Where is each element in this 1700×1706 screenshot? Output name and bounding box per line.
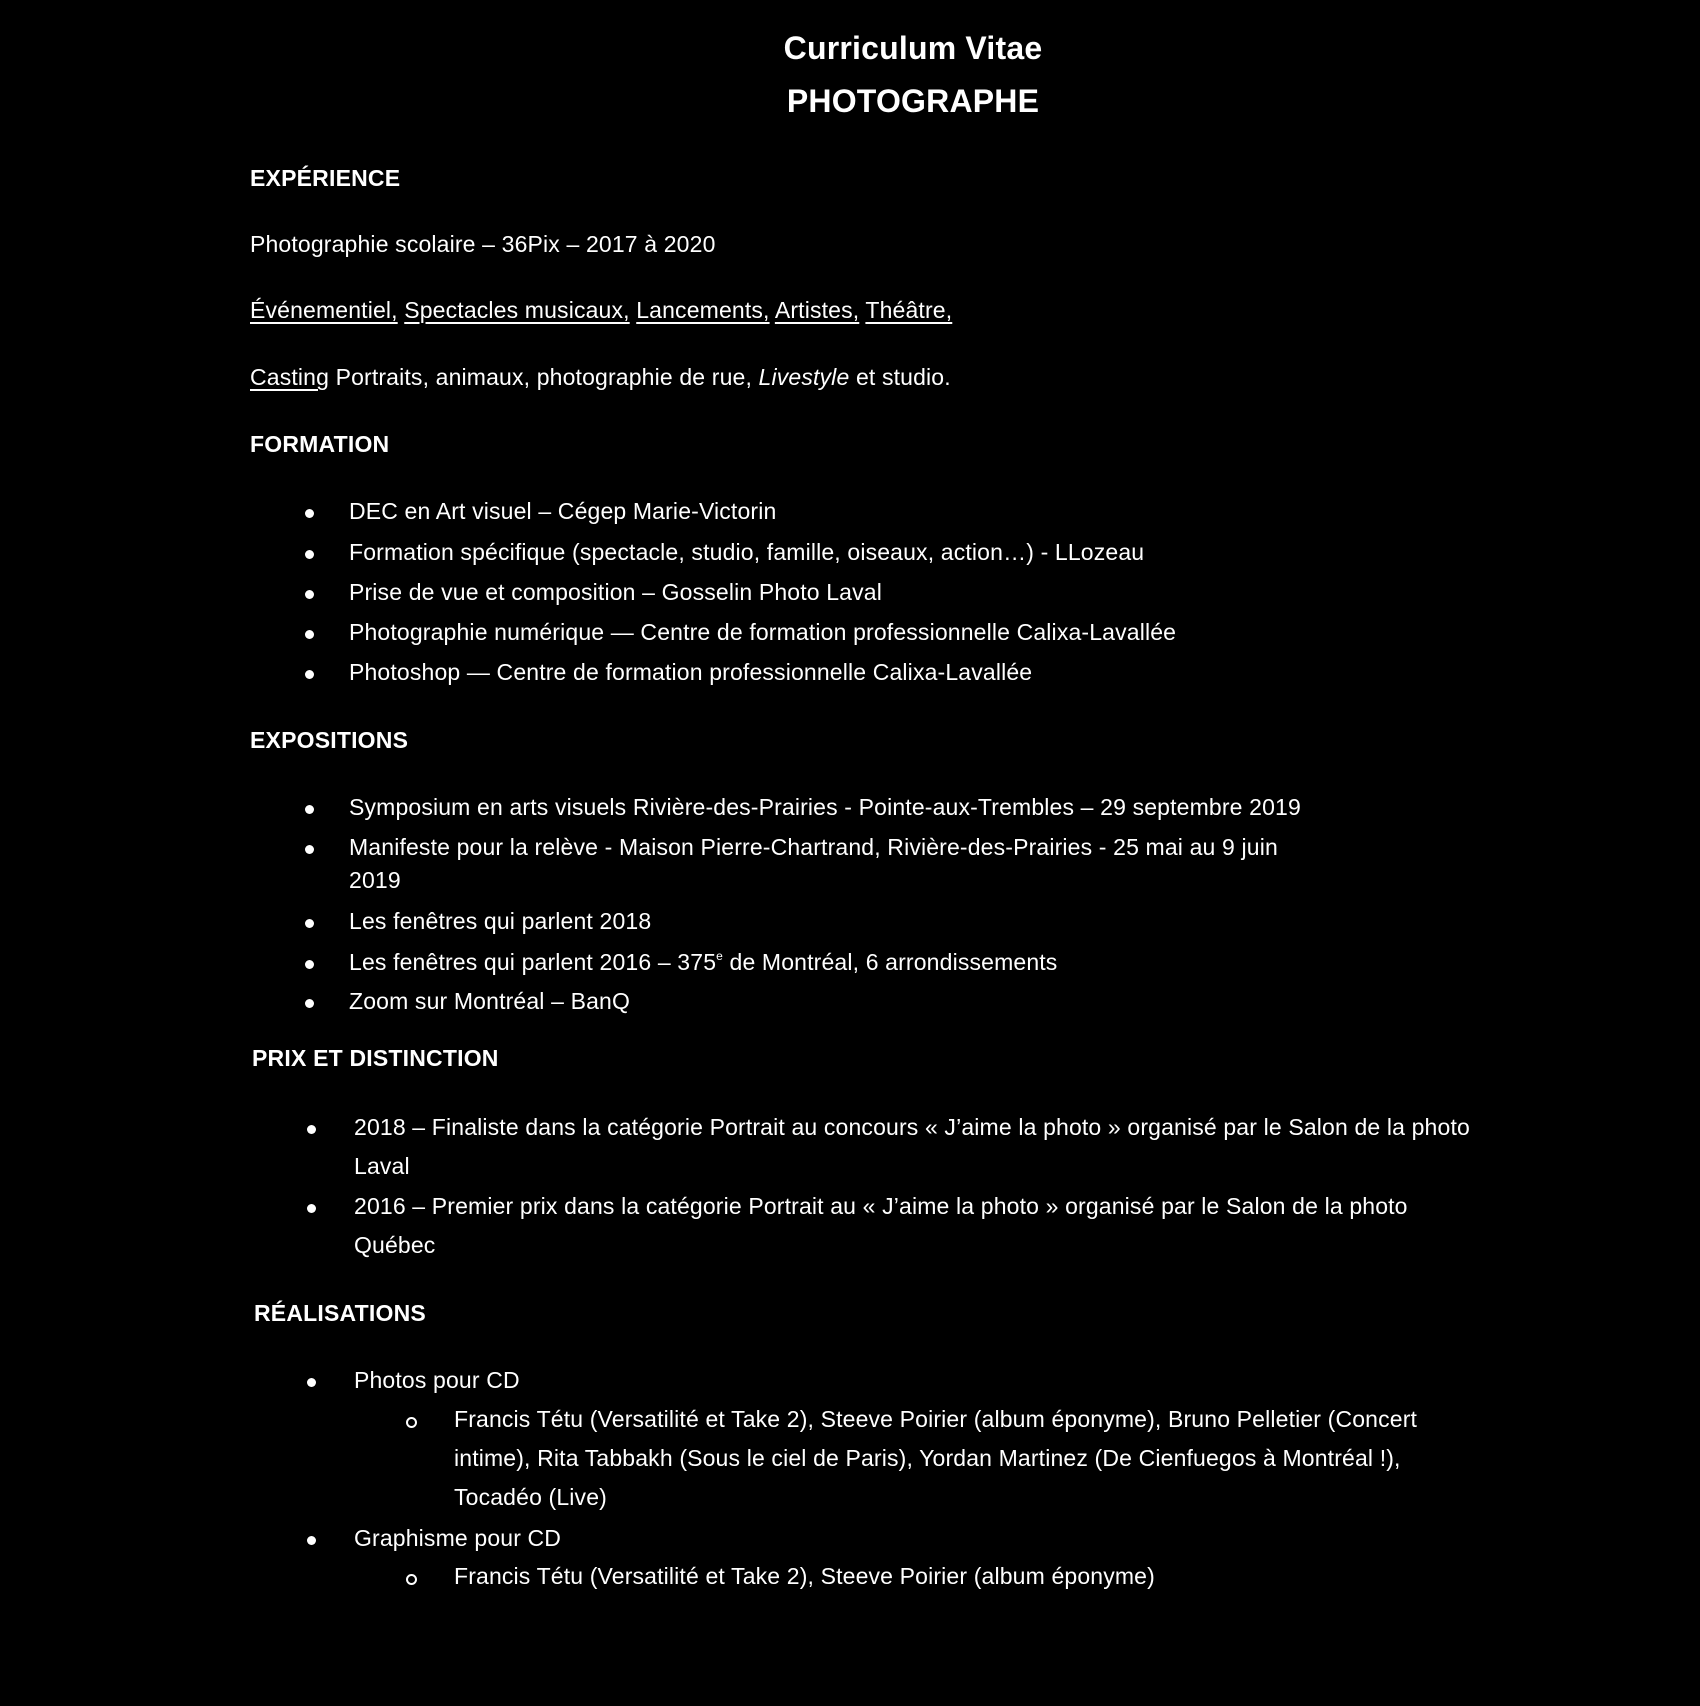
- bullet-icon: [305, 550, 314, 559]
- bullet-icon: [307, 1204, 316, 1213]
- prix-item: 2018 – Finaliste dans la catégorie Portrait au concours « J’aime la photo » organisé par le Salon de la photo: [354, 1114, 1470, 1140]
- livestyle-label: Livestyle: [758, 364, 850, 390]
- formation-heading: FORMATION: [250, 431, 390, 457]
- cv-title: Curriculum Vitae: [783, 30, 1043, 66]
- formation-item: DEC en Art visuel – Cégep Marie-Victorin: [349, 498, 777, 524]
- bullet-icon: [305, 845, 314, 854]
- exposition-item: Zoom sur Montréal – BanQ: [349, 988, 630, 1014]
- bullet-icon: [305, 960, 314, 969]
- bullet-icon: [307, 1536, 316, 1545]
- exposition-item: Les fenêtres qui parlent 2018: [349, 908, 652, 934]
- realisation-detail: Francis Tétu (Versatilité et Take 2), Steeve Poirier (album éponyme): [454, 1563, 1155, 1589]
- formation-item: Photographie numérique — Centre de formation professionnelle Calixa-Lavallée: [349, 619, 1177, 645]
- superscript-e: e: [716, 949, 723, 963]
- field-theatre: Théâtre,: [865, 297, 953, 323]
- field-lancements: Lancements,: [636, 297, 770, 323]
- cv-subtitle: PHOTOGRAPHE: [786, 83, 1040, 119]
- casting-label: Casting: [250, 364, 330, 390]
- formation-item: Photoshop — Centre de formation professionnelle Calixa-Lavallée: [349, 659, 1033, 685]
- realisation-detail: Francis Tétu (Versatilité et Take 2), Steeve Poirier (album éponyme), Bruno Pelletier (Concert: [454, 1406, 1418, 1432]
- exposition-item: [349, 949, 1057, 976]
- realisation-detail-continued: intime), Rita Tabbakh (Sous le ciel de Paris), Yordan Martinez (De Cienfuegos à Montréal !),: [454, 1445, 1401, 1471]
- bullet-icon: [305, 805, 314, 814]
- exposition-item-continued: 2019: [349, 867, 401, 893]
- bullet-icon: [305, 590, 314, 599]
- bullet-icon: [305, 919, 314, 928]
- realisations-heading: RÉALISATIONS: [254, 1300, 426, 1326]
- realisation-detail-continued: Tocadéo (Live): [454, 1484, 607, 1510]
- field-spectacles: Spectacles musicaux,: [404, 297, 630, 323]
- realisation-item: Graphisme pour CD: [354, 1525, 562, 1551]
- exposition-text: de Montréal, 6 arrondissements: [722, 949, 1058, 975]
- realisation-item: Photos pour CD: [354, 1367, 520, 1393]
- exposition-item: Manifeste pour la relève - Maison Pierre-Chartrand, Rivière-des-Prairies - 25 mai au 9 juin: [349, 834, 1278, 860]
- field-evenementiel: Événementiel,: [250, 297, 398, 323]
- expositions-heading: EXPOSITIONS: [250, 727, 409, 753]
- prix-item-continued: Québec: [354, 1232, 436, 1258]
- bullet-icon: [307, 1378, 316, 1387]
- prix-item-continued: Laval: [354, 1153, 410, 1179]
- prix-heading: PRIX ET DISTINCTION: [252, 1045, 499, 1071]
- bullet-icon: [307, 1125, 316, 1134]
- exposition-text: Les fenêtres qui parlent 2016 – 375: [349, 949, 717, 975]
- circle-bullet-icon: [406, 1574, 417, 1585]
- bullet-icon: [305, 999, 314, 1008]
- experience-portraits: [250, 364, 951, 391]
- field-artistes: Artistes,: [774, 297, 860, 323]
- bullet-icon: [305, 670, 314, 679]
- portraits-tail: et studio.: [855, 364, 951, 390]
- prix-item: 2016 – Premier prix dans la catégorie Portrait au « J’aime la photo » organisé par le Salon de la photo: [354, 1193, 1408, 1219]
- portraits-lead: Portraits, animaux, photographie de rue,: [335, 364, 752, 390]
- formation-item: Prise de vue et composition – Gosselin Photo Laval: [349, 579, 882, 605]
- experience-fields: [250, 297, 952, 324]
- bullet-icon: [305, 630, 314, 639]
- experience-job: Photographie scolaire – 36Pix – 2017 à 2020: [250, 231, 716, 257]
- bullet-icon: [305, 509, 314, 518]
- experience-heading: EXPÉRIENCE: [250, 165, 401, 191]
- exposition-item: Symposium en arts visuels Rivière-des-Prairies - Pointe-aux-Trembles – 29 septembre 2019: [349, 794, 1301, 820]
- circle-bullet-icon: [406, 1417, 417, 1428]
- formation-item: Formation spécifique (spectacle, studio, famille, oiseaux, action…) - LLozeau: [349, 539, 1145, 565]
